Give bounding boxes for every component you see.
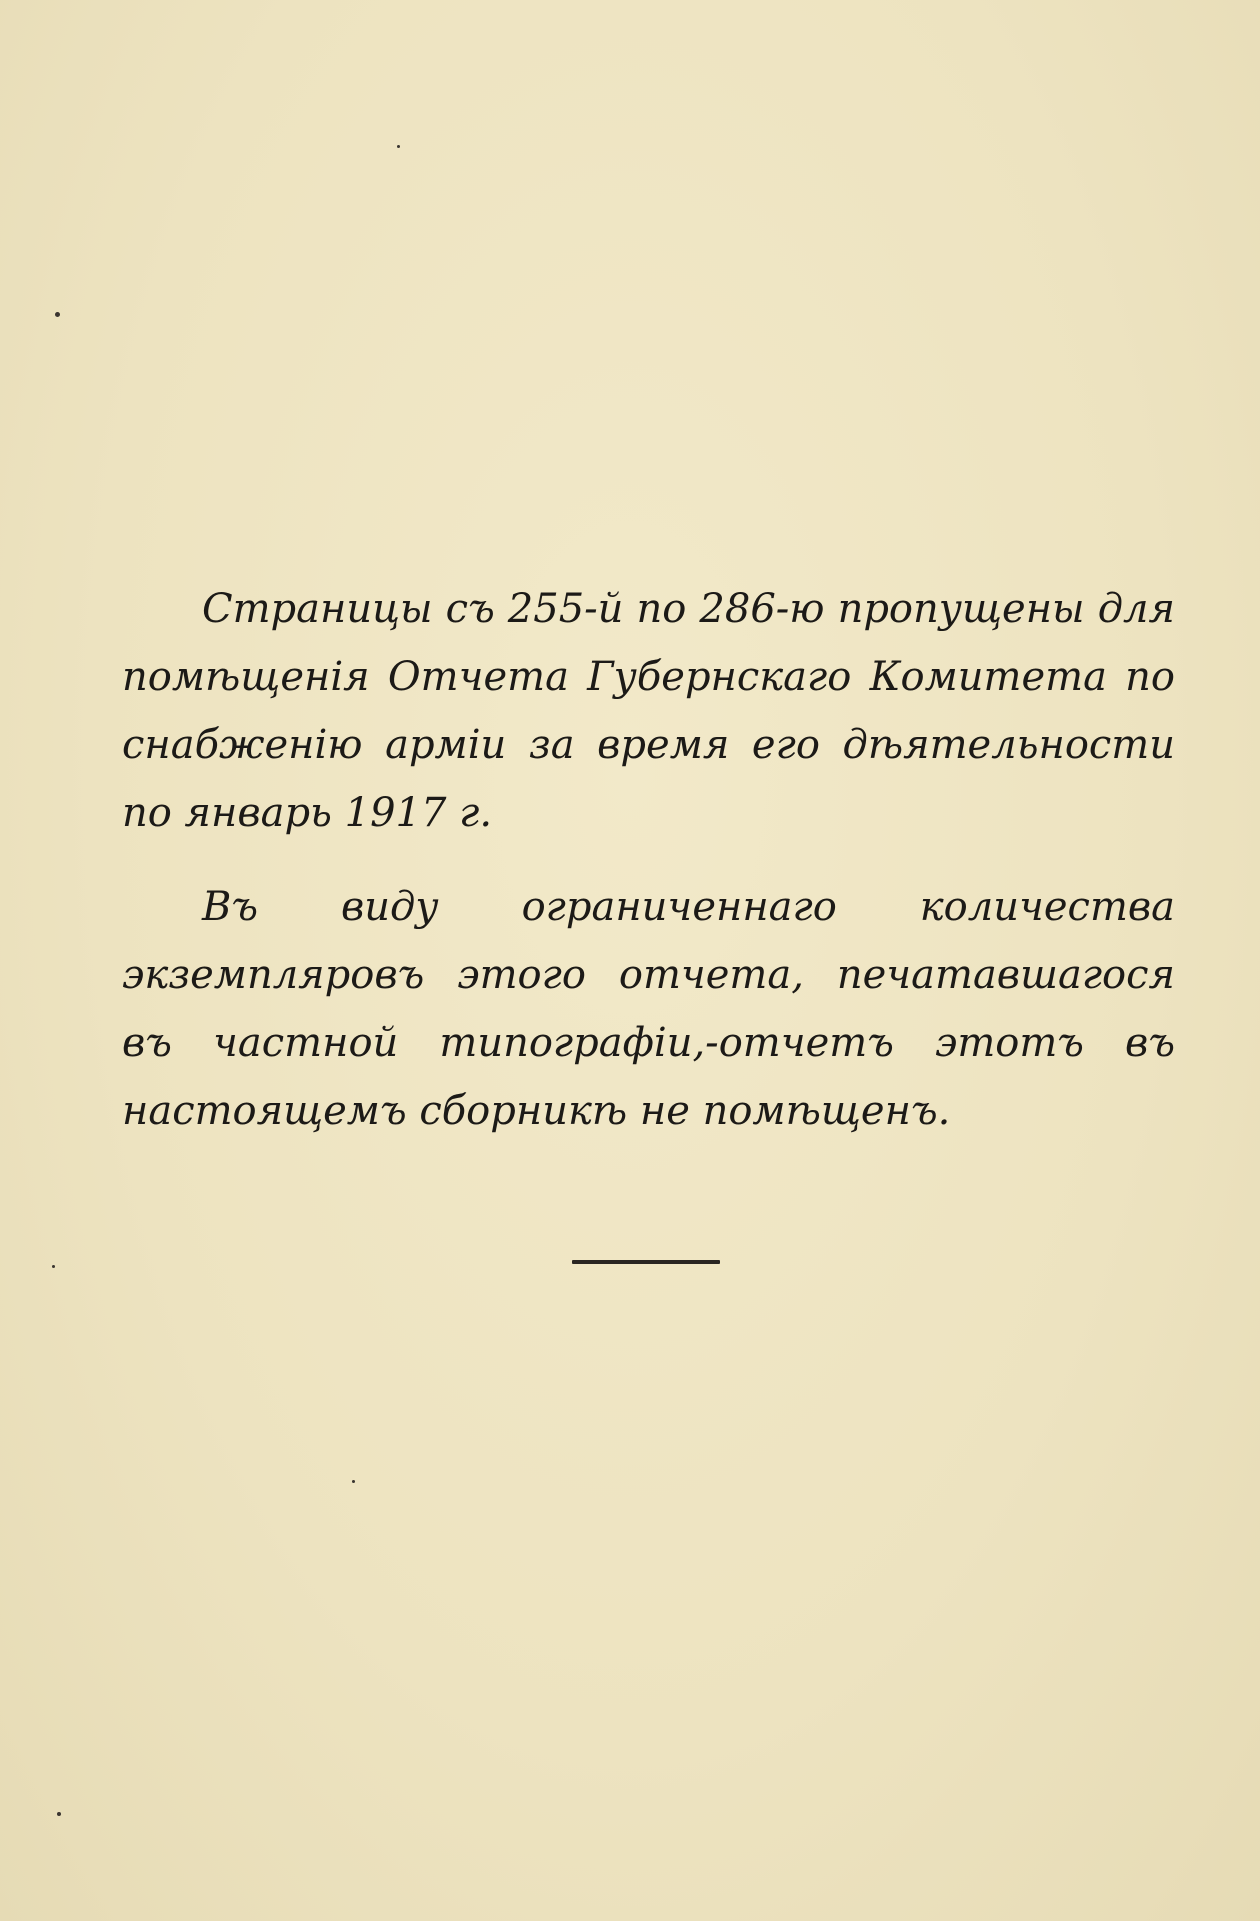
paper-speck [57, 1812, 61, 1816]
notice-paragraph-limited-copies: Въ виду ограниченнаго количества экземпляровъ этого отчета, печатавшагося въ частной типографіи,-отчетъ этотъ въ настоящемъ сборникѣ не помѣщенъ. [122, 884, 1175, 1134]
paper-speck [397, 145, 400, 148]
closing-divider [572, 1260, 720, 1264]
paper-speck [352, 1480, 355, 1483]
paper-speck [52, 1265, 55, 1268]
notice-paragraph-omitted-pages: Страницы съ 255-й по 286-ю пропущены для помѣщенія Отчета Губернскаго Комитета по снабженію арміи за время его дѣятельности по январь 1917 г. [122, 586, 1175, 836]
paper-speck [55, 312, 60, 317]
